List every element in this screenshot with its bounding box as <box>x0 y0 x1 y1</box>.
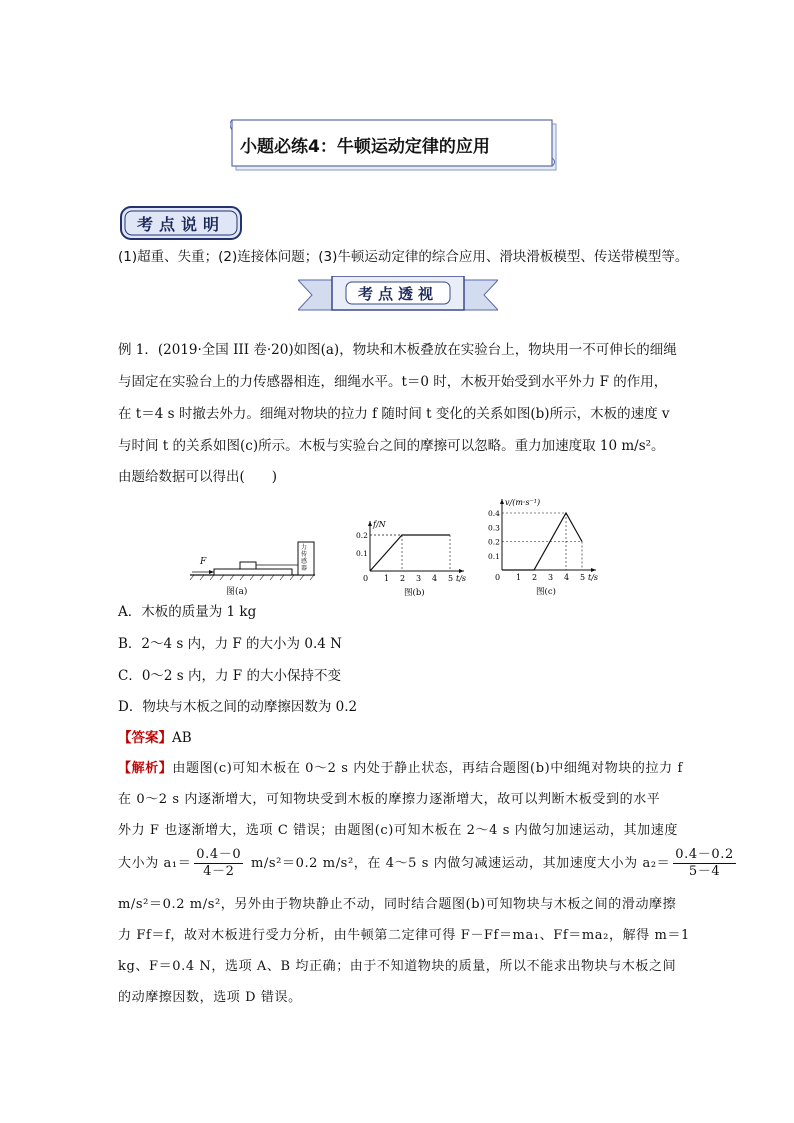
figure-c <box>478 488 613 600</box>
analysis-text-4b: m/s²＝0.2 m/s²，在 4～5 s 内做匀减速运动，其加速度大小为 a₂＝ <box>246 856 671 871</box>
x-tick-label: 5 <box>448 574 454 583</box>
ribbon-label: 考点透视 <box>357 285 438 303</box>
x-tick-label: 4 <box>432 574 438 583</box>
analysis-line-7: kg、F＝0.4 N，选项 A、B 均正确；由于不知道物块的质量，所以不能求出物块与木板之间 <box>118 959 677 974</box>
figure-a-caption: 图(a) <box>226 587 248 597</box>
option-d: D．物块与木板之间的动摩擦因数为 0.2 <box>118 699 358 715</box>
option-b: B．2～4 s 内，力 F 的大小为 0.4 N <box>118 636 342 652</box>
figure-caption: 图(b) <box>404 588 425 598</box>
example-line-1: 例 1．(2019·全国 III 卷·20)如图(a)，物块和木板叠放在实验台上，物块用一不可伸长的细绳 <box>118 342 677 358</box>
x-axis-label: t/s <box>588 573 599 582</box>
badge-label: 考点说明 <box>136 215 225 234</box>
x-axis-arrow <box>591 568 596 572</box>
chart-b-svg <box>350 505 470 600</box>
answer-line <box>118 729 192 747</box>
analysis-line-4 <box>118 845 739 883</box>
x-axis-arrow <box>459 569 464 573</box>
example-line-3: 在 t＝4 s 时撤去外力。细绳对物块的拉力 f 随时间 t 变化的关系如图(b)所示，木板的速度 v <box>118 406 670 422</box>
y-axis-label: f/N <box>373 520 386 529</box>
x-tick-label: 1 <box>384 574 390 583</box>
y-tick-label: 0.3 <box>488 523 500 533</box>
option-c: C．0～2 s 内，力 F 的大小保持不变 <box>118 668 341 684</box>
x-axis-label: t/s <box>456 574 467 583</box>
analysis-line-6: 力 Ff＝f，故对木板进行受力分析，由牛顿第二定律可得 F－Ff＝ma₁、Ff＝ma₂，解得 m＝1 <box>118 928 690 943</box>
y-tick-label: 0.1 <box>356 549 368 558</box>
fraction-a1-num: 0.4－0 <box>196 847 242 862</box>
x-tick-label: 0 <box>495 573 501 582</box>
analysis-text-4a: 大小为 a₁＝ <box>118 856 192 871</box>
analysis-line-8: 的动摩擦因数，选项 D 错误。 <box>118 990 302 1005</box>
x-tick-label: 2 <box>532 573 538 582</box>
section-badge-exam-points <box>120 206 242 240</box>
fraction-a1 <box>194 847 243 880</box>
figure-caption: 图(c) <box>536 587 556 597</box>
analysis-tag: 【解析】 <box>118 761 173 776</box>
y-axis-label: v/(m·s⁻¹) <box>505 498 541 507</box>
example-line-4: 与时间 t 的关系如图(c)所示。木板与实验台之间的摩擦可以忽略。重力加速度取 10 m/s²。 <box>118 438 665 454</box>
analysis-text-1: 由题图(c)可知木板在 0～2 s 内处于静止状态，再结合题图(b)中细绳对物块的拉力 f <box>172 761 683 776</box>
figure-a <box>190 535 330 597</box>
chart-c-svg <box>478 488 613 600</box>
figure-a-sensor-label: 力传感器 <box>301 544 308 572</box>
x-tick-label: 1 <box>516 573 522 582</box>
x-tick-label: 5 <box>580 573 586 582</box>
intro-text: (1)超重、失重；(2)连接体问题；(3)牛顿运动定律的综合应用、滑块滑板模型、传送带模型等。 <box>118 249 689 265</box>
figure-b <box>350 505 470 600</box>
figure-a-force-label: F <box>200 557 207 567</box>
option-a: A．木板的质量为 1 kg <box>118 604 257 620</box>
analysis-line-2: 在 0～2 s 内逐渐增大，可知物块受到木板的摩擦力逐渐增大，故可以判断木板受到的水平 <box>118 792 661 807</box>
answer-tag: 【答案】 <box>118 730 172 746</box>
page-title: 小题必练4：牛顿运动定律的应用 <box>240 137 490 157</box>
section-ribbon-exam-perspective <box>298 276 498 314</box>
y-axis-arrow <box>368 521 372 526</box>
analysis-line-3: 外力 F 也逐渐增大，选项 C 错误；由题图(c)可知木板在 2～4 s 内做匀加速运动，其加速度 <box>118 823 678 838</box>
y-tick-label: 0.1 <box>488 551 500 561</box>
example-line-2: 与固定在实验台上的力传感器相连，细绳水平。t＝0 时，木板开始受到水平外力 F 的作用， <box>118 374 668 390</box>
x-tick-label: 3 <box>416 574 422 583</box>
analysis-line-5: m/s²＝0.2 m/s²，另外由于物块静止不动，同时结合题图(b)可知物块与木板之间的滑动摩擦 <box>118 897 677 912</box>
title-banner <box>230 118 560 174</box>
answer-value: AB <box>172 730 192 746</box>
x-tick-label: 2 <box>400 574 406 583</box>
series-line <box>370 535 450 571</box>
x-tick-label: 3 <box>548 573 554 582</box>
y-tick-label: 0.2 <box>488 537 500 547</box>
fraction-a2-num: 0.4－0.2 <box>675 847 734 862</box>
x-tick-label: 0 <box>363 574 369 583</box>
y-tick-label: 0.2 <box>356 531 368 540</box>
y-tick-label: 0.4 <box>488 509 500 518</box>
x-tick-label: 4 <box>564 573 570 582</box>
fraction-a1-den: 4－2 <box>203 864 235 879</box>
fraction-a2 <box>673 847 736 880</box>
example-line-5: 由题给数据可以得出( ) <box>118 469 278 485</box>
fraction-a2-den: 5－4 <box>688 864 721 879</box>
analysis-line-1 <box>118 760 683 778</box>
y-axis-arrow <box>500 499 504 504</box>
